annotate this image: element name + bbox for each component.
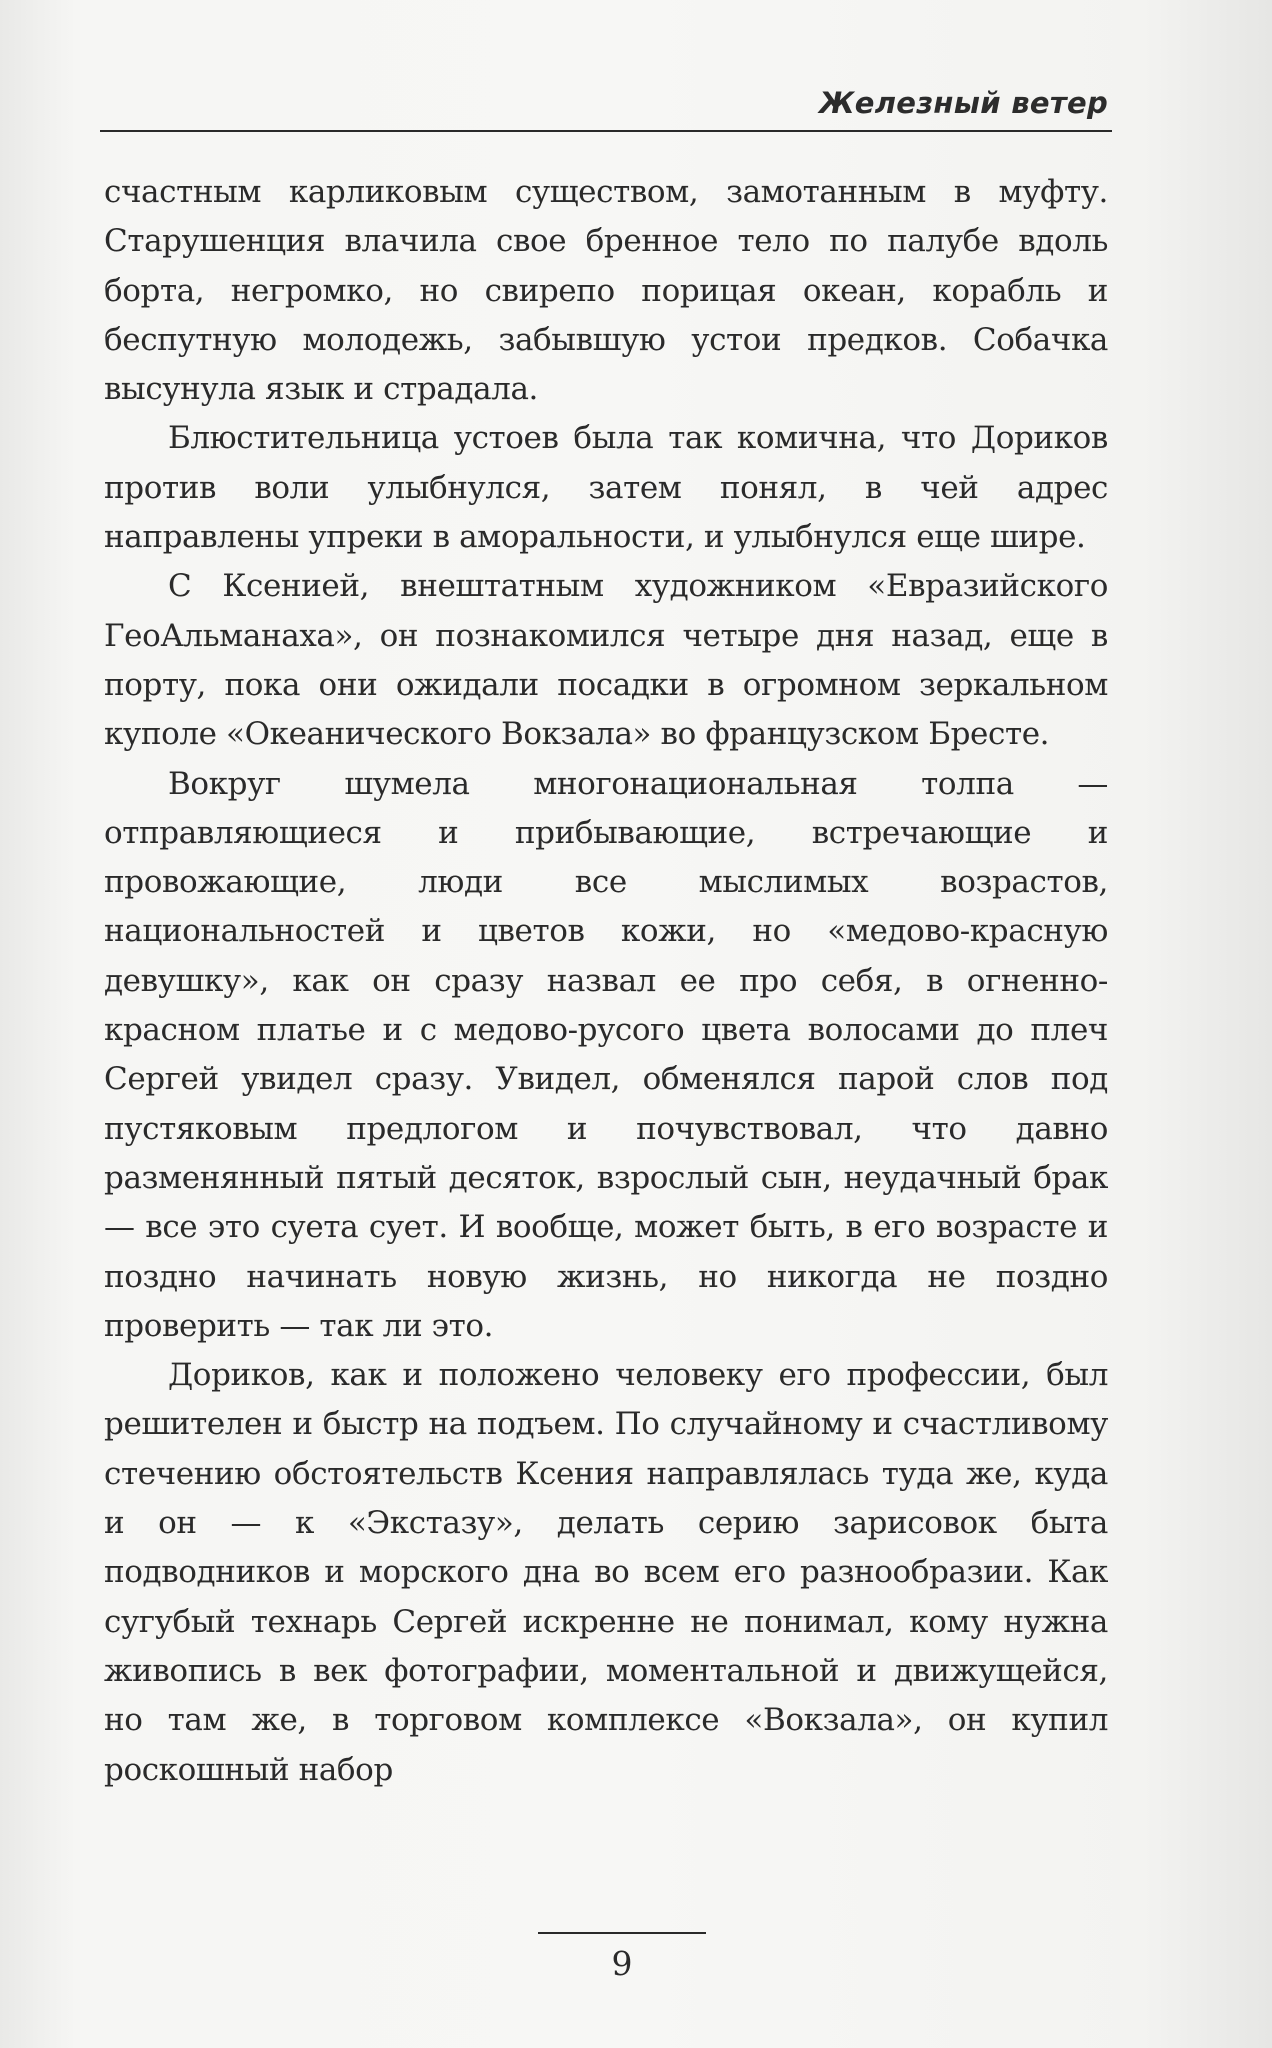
body-text	[104, 168, 1108, 1795]
paragraph: С Ксенией, внештатным художником «Евразийского ГеоАльманаха», он познакомился четыре дня назад, еще в порту, пока они ожидали посадки в огромном зеркальном куполе «Океанического Вокзала» во французском Бресте.	[104, 568, 1108, 753]
paragraph: счастным карликовым существом, замотанным в муфту. Старушенция влачила свое бренное тело по палубе вдоль борта, негромко, но свирепо порицая океан, корабль и беспутную молодежь, забывшую устои предков. Собачка высунула язык и страдала.	[104, 174, 1108, 408]
paragraph: Вокруг шумела многонациональная толпа — отправляющиеся и прибывающие, встречающие и провожающие, люди все мыслимых возрастов, национальностей и цветов кожи, но «медово-красную девушку», как он сразу назвал ее про себя, в огненно-красном платье и с медово-русого цвета волосами до плеч Сергей увидел сразу. Увидел, обменялся парой слов под пустяковым предлогом и почувствовал, что давно разменянный пятый десяток, взрослый сын, неудачный брак — все это суета сует. И вообще, может быть, в его возрасте и поздно начинать новую жизнь, но никогда не поздно проверить — так ли это.	[104, 765, 1108, 1344]
paragraph: Блюстительница устоев была так комична, что Дориков против воли улыбнулся, затем понял, в чей адрес направлены упреки в аморальности, и улыбнулся еще шире.	[104, 420, 1108, 556]
running-title: Железный ветер	[818, 86, 1108, 120]
page-number: 9	[611, 1944, 633, 1983]
running-header	[100, 84, 1112, 132]
footer-rule	[538, 1932, 706, 1934]
paragraph: Дориков, как и положено человеку его профессии, был решителен и быстр на подъем. По случайному и счастливому стечению обстоятельств Ксения направлялась туда же, куда и он — к «Экстазу», делать серию зарисовок быта подводников и морского дна во всем его разнообразии. Как сугубый технарь Сергей искренне не понимал, кому нужна живопись в век фотографии, моментальной и движущейся, но там же, в торговом комплексе «Вокзала», он купил роскошный набор	[104, 1357, 1108, 1788]
